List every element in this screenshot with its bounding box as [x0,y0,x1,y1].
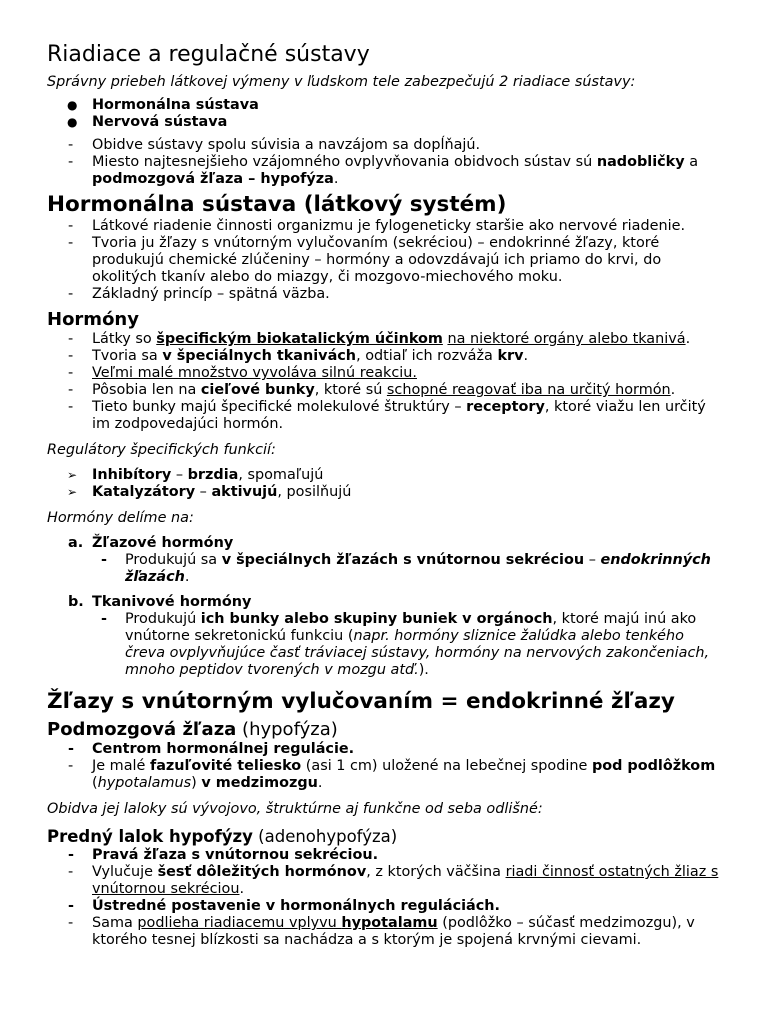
list-item [47,915,728,949]
text-run: , ktoré viažu len určitý im zodpovedajúci hormón. [92,399,706,432]
dash-bullet-icon: - [68,915,74,931]
text-run: cieľové bunky [200,382,315,398]
list-item-text [92,137,480,153]
list-item-text [92,348,528,364]
text-run: – [171,467,188,483]
list-item-text [125,611,709,678]
list-item-text [92,331,690,347]
list-item-text [92,467,323,483]
section-heading-hormones: Hormóny [47,309,139,330]
list-item-text [92,382,675,398]
text-run: . [523,348,529,364]
dash-bullet-icon: - [68,382,74,398]
dash-bullet-icon: - [101,611,107,627]
dash-bullet-icon: - [68,399,74,415]
text-run: , odtiaľ ich rozváža [356,348,498,364]
text-run: podlieha riadiacemu vplyvu [137,915,342,931]
list-item-text [92,484,351,500]
anterior-lobe-heading-bold: Predný lalok hypofýzy [47,827,253,846]
text-run: Produkujú sa [125,552,222,568]
list-item-text [92,864,718,897]
list-item [47,382,728,399]
text-run: Tvoria sa [92,348,163,364]
pituitary-heading-paren: (hypofýza) [236,719,338,740]
dash-bullet-icon: - [68,898,74,914]
text-run: Je malé [92,758,150,774]
text-run: ich bunky alebo skupiny buniek v orgánoch [200,611,553,627]
list-item [47,467,728,484]
list-item-text [92,915,695,948]
text-run: Inhibítory [92,467,172,483]
dash-bullet-icon: - [68,847,74,863]
list-item-text [92,399,706,432]
dash-bullet-icon: - [101,552,107,568]
text-run: riadi činnosť ostatných žliaz s vnútornou sekréciou [92,864,719,897]
text-run: fazuľovité teliesko [149,758,302,774]
text-run: schopné reagovať iba na určitý hormón [386,382,671,398]
list-item-text [92,898,500,914]
text-run: . [685,331,691,347]
text-run: Miesto najtesnejšieho vzájomného ovplyvňovania obidvoch sústav sú [92,154,597,170]
division-sub-list [47,611,728,679]
text-run: pod podlôžkom [591,758,716,774]
text-run: , z ktorých väčšina [366,864,506,880]
text-run: , posilňujú [277,484,352,500]
dash-bullet-icon: - [68,741,74,757]
text-run: Tvoria ju žľazy s vnútorným vylučovaním (sekréciou) – endokrinné žľazy, ktoré produkujú chemické zlúčeniny – hormóny a odovzdávajú ich priamo do krvi, do okolitých tkanív alebo do miazgy, či mozgovo-miechového moku. [92,235,662,285]
intro-text: Správny priebeh látkovej výmeny v ľudskom tele zabezpečujú 2 riadiace sústavy: [47,74,636,90]
division-item [47,594,728,611]
list-item [47,235,728,286]
list-item-text [125,552,711,585]
alpha-marker: a. [68,535,84,551]
regulators-label: Regulátory špecifických funkcií: [47,442,276,458]
list-item-text [92,365,417,381]
text-run: nadobličky [596,154,685,170]
text-run: Vylučuje [92,864,158,880]
division-label: Hormóny delíme na: [47,510,194,526]
division-sub-list [47,552,728,586]
pituitary-list [47,741,728,792]
list-item-text [92,235,661,285]
text-run: . [239,881,245,897]
dash-bullet-icon: - [68,864,74,880]
list-item [47,399,728,433]
division-item-label: Tkanivové hormóny [92,594,252,610]
hormone-division-list [47,535,728,679]
text-run: v špeciálnych tkanivách [162,348,357,364]
text-run: hypotalamu [341,915,438,931]
text-run: receptory [466,399,545,415]
text-run: napr. hormóny sliznice žalúdka alebo tenkého čreva ovplyvňujúce časť tráviacej sústavy, hormóny na nervových zakončeniach, mnoho peptidov tvorených v mozgu atď. [125,628,710,678]
text-run: ) [191,775,202,791]
text-run: ). [418,662,429,678]
list-item [47,137,728,154]
text-run: krv [497,348,524,364]
text-run: . [317,775,323,791]
text-run: ( [92,775,98,791]
list-item [47,484,728,501]
text-run: Látkové riadenie činnosti organizmu je fylogeneticky staršie ako nervové riadenie. [92,218,686,234]
list-item [47,154,728,188]
section-heading-endocrine-glands: Žľazy s vnútorným vylučovaním = endokrinné žľazy [47,689,675,714]
list-item [47,552,728,586]
list-item [47,286,728,303]
text-run: špecifickým biokatalickým účinkom [156,331,443,347]
text-run: hypotalamus [97,775,192,791]
text-run: aktivujú [211,484,278,500]
text-run: a [684,154,699,170]
list-item [47,847,728,864]
text-run: (podlôžko – súčasť medzimozgu), v ktorého tesnej blízkosti sa nachádza a s ktorým je spojená krvnými cievami. [92,915,695,948]
text-run: brzdia [187,467,239,483]
regulators-list [47,467,728,501]
text-run: . [184,569,190,585]
list-item-text [92,847,378,863]
division-item [47,535,728,552]
dash-bullet-icon: - [68,758,74,774]
dash-bullet-icon: - [68,331,74,347]
text-run: Produkujú [125,611,201,627]
text-run: v medzimozgu [201,775,318,791]
list-item [47,365,728,382]
document-title: Riadiace a regulačné sústavy [47,42,370,67]
list-item-text [92,286,330,302]
lobes-note: Obidva jej laloky sú vývojovo, štruktúrne aj funkčne od seba odlišné: [47,801,543,817]
list-item [47,331,728,348]
text-run: , spomaľujú [238,467,324,483]
list-item-text [92,741,354,757]
text-run: podmozgová žľaza – hypofýza [92,171,334,187]
alpha-marker: b. [68,594,84,610]
text-run: Ústredné postavenie v hormonálnych reguláciách. [92,898,500,914]
text-run: v špeciálnych žľazách s vnútornou sekréciou [221,552,585,568]
dash-bullet-icon: - [68,218,74,234]
dash-bullet-icon: - [68,235,74,251]
section-heading-anterior-lobe [47,826,728,847]
systems-bullet-list [47,97,728,131]
text-run: Veľmi malé množstvo vyvoláva silnú reakciu. [92,365,417,381]
section-heading-hormonal-system: Hormonálna sústava (látkový systém) [47,192,507,217]
list-item-text [92,154,698,187]
arrow-bullet-icon: ➢ [67,485,78,499]
dash-bullet-icon: - [68,348,74,364]
division-item-label: Žľazové hormóny [92,535,234,551]
text-run: , ktoré sú [314,382,387,398]
hormonal-system-list [47,218,728,303]
text-run: Sama [92,915,138,931]
list-item [47,218,728,235]
text-run: Centrom hormonálnej regulácie. [92,741,355,757]
dash-bullet-icon: - [68,286,74,302]
dash-bullet-icon: - [68,365,74,381]
hormones-list [47,331,728,433]
text-run: na niektoré orgány alebo tkanivá [447,331,686,347]
text-run: . [670,382,676,398]
list-item [47,348,728,365]
list-item [47,864,728,898]
text-run: (asi 1 cm) uložené na lebečnej spodine [301,758,592,774]
text-run: – [584,552,601,568]
bullet-dot-icon: ● [67,98,78,112]
text-run: Látky so [92,331,157,347]
list-item [47,758,728,792]
text-run: Katalyzátory [92,484,196,500]
bullet-dot-icon: ● [67,115,78,129]
text-run: , ktoré majú inú ako vnútorne sekretonickú funkciu ( [125,611,697,644]
anterior-lobe-list [47,847,728,949]
text-run: endokrinných žľazách [125,552,711,585]
list-item [47,741,728,758]
list-item [47,611,728,679]
bullet-item: ● Hormonálna sústava [67,97,259,113]
text-run: Pôsobia len na [92,382,201,398]
text-run: Obidve sústavy spolu súvisia a navzájom sa dopĺňajú. [92,137,481,153]
section-heading-pituitary [47,719,728,741]
list-item-text [92,758,715,791]
dash-bullet-icon: - [68,137,74,153]
text-run: Pravá žľaza s vnútornou sekréciou. [92,847,379,863]
text-run: šesť dôležitých hormónov [157,864,367,880]
arrow-bullet-icon: ➢ [67,468,78,482]
dash-bullet-icon: - [68,154,74,170]
list-item [47,898,728,915]
anterior-lobe-heading-paren: (adenohypofýza) [252,827,398,846]
text-run: – [195,484,212,500]
intro-dash-list [47,137,728,188]
bullet-item: ● Nervová sústava [67,114,228,130]
list-item-text [92,218,685,234]
text-run: . [333,171,339,187]
text-run: Základný princíp – spätná väzba. [92,286,330,302]
pituitary-heading-bold: Podmozgová žľaza [47,719,237,740]
text-run: Tieto bunky majú špecifické molekulové štruktúry – [92,399,467,415]
